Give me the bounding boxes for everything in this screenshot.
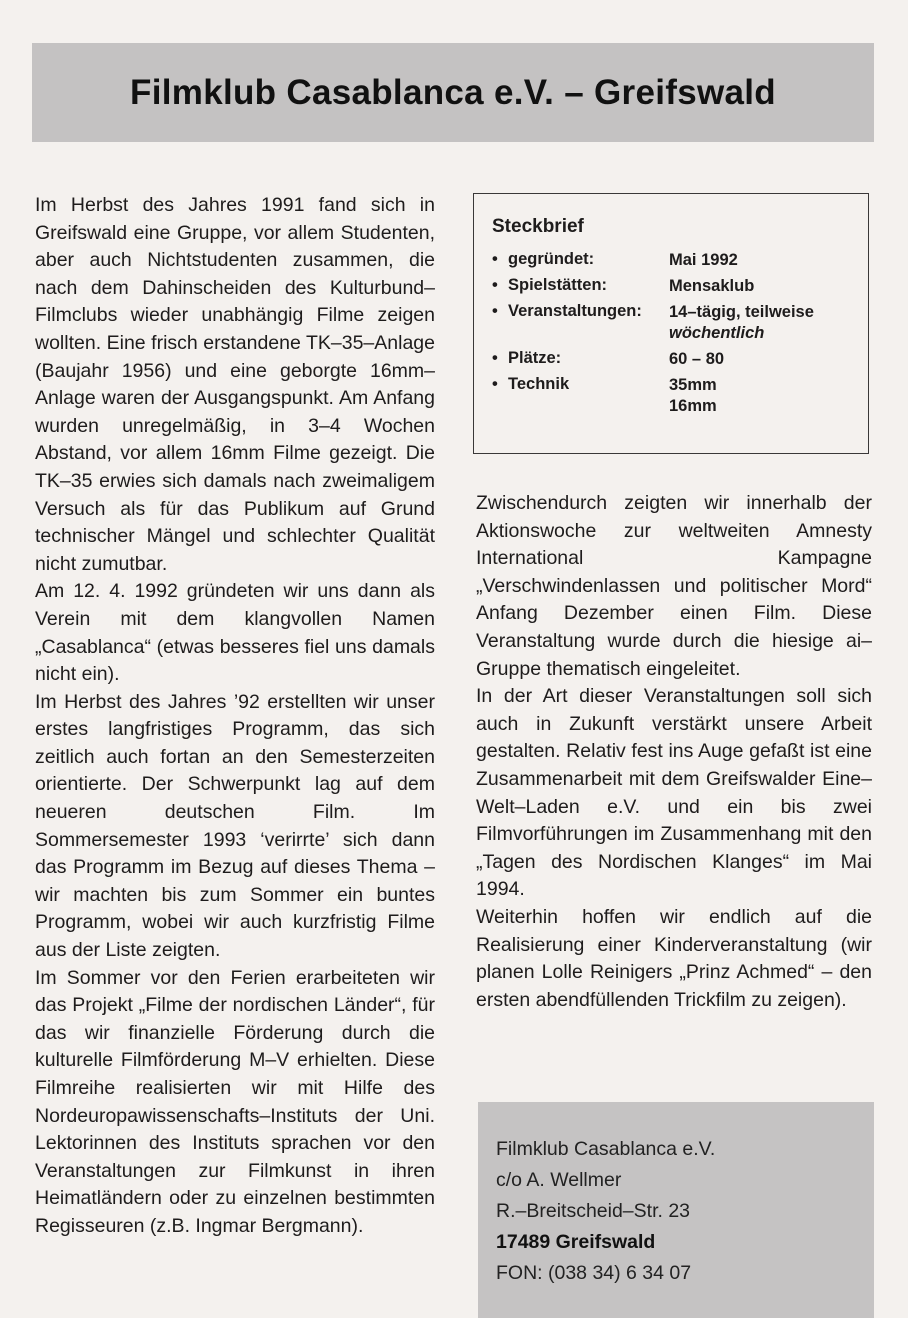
address-city: 17489 Greifswald — [496, 1231, 656, 1253]
address-co: c/o A. Wellmer — [496, 1169, 622, 1191]
steckbrief-label: gegründet: — [508, 250, 595, 268]
paragraph: Im Sommer vor den Ferien erarbeiteten wir das Projekt „Filme der nordischen Länder“, für das wir finanzielle Förderung durch die kulturelle Filmförderung M–V erhielten. Diese Filmreihe realisierten wir mit Hilfe des Nordeuropawissenschafts–Instituts der Uni. Lektorinnen des Instituts sprachen vor den Veranstaltungen zur Filmkunst in ihren Heimatländern oder zu einzelnen bestimmten Regisseuren (z.B. Ingmar Bergmann). — [35, 966, 435, 1237]
address-name: Filmklub Casablanca e.V. — [496, 1138, 716, 1160]
address-box — [478, 1102, 874, 1318]
steckbrief-value: Mensaklub — [669, 277, 755, 295]
paragraph: In der Art dieser Veranstaltungen soll sich auch in Zukunft verstärkt unsere Arbeit gestalten. Relativ fest ins Auge gefaßt ist eine Zusammenarbeit mit dem Greifswalder Eine–Welt–Laden e.V. und ein bis zwei Filmvorführungen im Zusammenhang mit den „Tagen des Nordischen Klanges“ im Mai 1994. — [476, 685, 872, 901]
title-banner — [32, 43, 874, 142]
steckbrief-label: Plätze: — [508, 349, 562, 367]
steckbrief-row — [492, 349, 868, 370]
right-column — [476, 490, 872, 1014]
steckbrief-value: 14–tägig, teilweise wöchentlich — [669, 303, 814, 342]
steckbrief-label: Spielstätten: — [508, 276, 608, 294]
steckbrief-row — [492, 302, 868, 344]
steckbrief-value: 60 – 80 — [669, 350, 725, 368]
left-column — [35, 192, 435, 1241]
bullet-icon: • — [492, 276, 498, 294]
steckbrief-row — [492, 276, 868, 297]
steckbrief-value: 35mm 16mm — [669, 376, 717, 415]
paragraph: Zwischendurch zeigten wir innerhalb der Aktionswoche zur weltweiten Amnesty International Kampagne „Verschwindenlassen und politischer Mord“ Anfang Dezember einen Film. Diese Veranstaltung wurde durch die hiesige ai–Gruppe thematisch eingeleitet. — [476, 492, 872, 680]
paragraph: Am 12. 4. 1992 gründeten wir uns dann als Verein mit dem klangvollen Namen „Casablanca“ (etwas besseres fiel uns damals nicht ein). — [35, 580, 435, 686]
bullet-icon: • — [492, 250, 498, 268]
page-title: Filmklub Casablanca e.V. – Greifswald — [130, 72, 776, 112]
paragraph: Im Herbst des Jahres ’92 erstellten wir unser erstes langfristiges Programm, das sich zeitlich auch fortan an den Semesterzeiten orientierte. Der Schwerpunkt lag auf dem neueren deutschen Film. Im Sommersemester 1993 ‘verirrte’ sich dann das Programm im Bezug auf dieses Thema – wir machten bis zum Sommer ein buntes Programm, wobei wir auch kurzfristig Filme aus der Liste zeigten. — [35, 690, 435, 962]
steckbrief-value: Mai 1992 — [669, 251, 738, 269]
steckbrief-box — [473, 193, 869, 454]
paragraph: Weiterhin hoffen wir endlich auf die Realisierung einer Kinderveranstaltung (wir planen Lolle Reinigers „Prinz Achmed“ – den ersten abendfüllenden Trickfilm zu zeigen). — [476, 905, 872, 1011]
address-street: R.–Breitscheid–Str. 23 — [496, 1200, 691, 1222]
steckbrief-heading: Steckbrief — [492, 216, 584, 237]
steckbrief-row — [492, 250, 868, 271]
paragraph: Im Herbst des Jahres 1991 fand sich in Greifswald eine Gruppe, vor allem Studenten, aber auch Nichtstudenten zusammen, die nach dem Dahinscheiden des Kulturbund–Filmclubs wieder unabhängig Filme zeigen wollten. Eine frisch erstandene TK–35–Anlage (Baujahr 1956) und eine geborgte 16mm–Anlage waren der Ausgangspunkt. Am Anfang wurden unregelmäßig, in 3–4 Wochen Abstand, vor allem 16mm Filme gezeigt. Die TK–35 erwies sich damals nach zweimaligem Versuch als für das Publikum auf Grund technischer Mängel und schlechter Qualität nicht zumutbar. — [35, 194, 435, 575]
bullet-icon: • — [492, 302, 498, 320]
steckbrief-row — [492, 375, 868, 417]
bullet-icon: • — [492, 349, 498, 367]
steckbrief-label: Veranstaltungen: — [508, 302, 642, 320]
steckbrief-label: Technik — [508, 375, 570, 393]
address-phone: FON: (038 34) 6 34 07 — [496, 1262, 692, 1284]
bullet-icon: • — [492, 375, 498, 393]
